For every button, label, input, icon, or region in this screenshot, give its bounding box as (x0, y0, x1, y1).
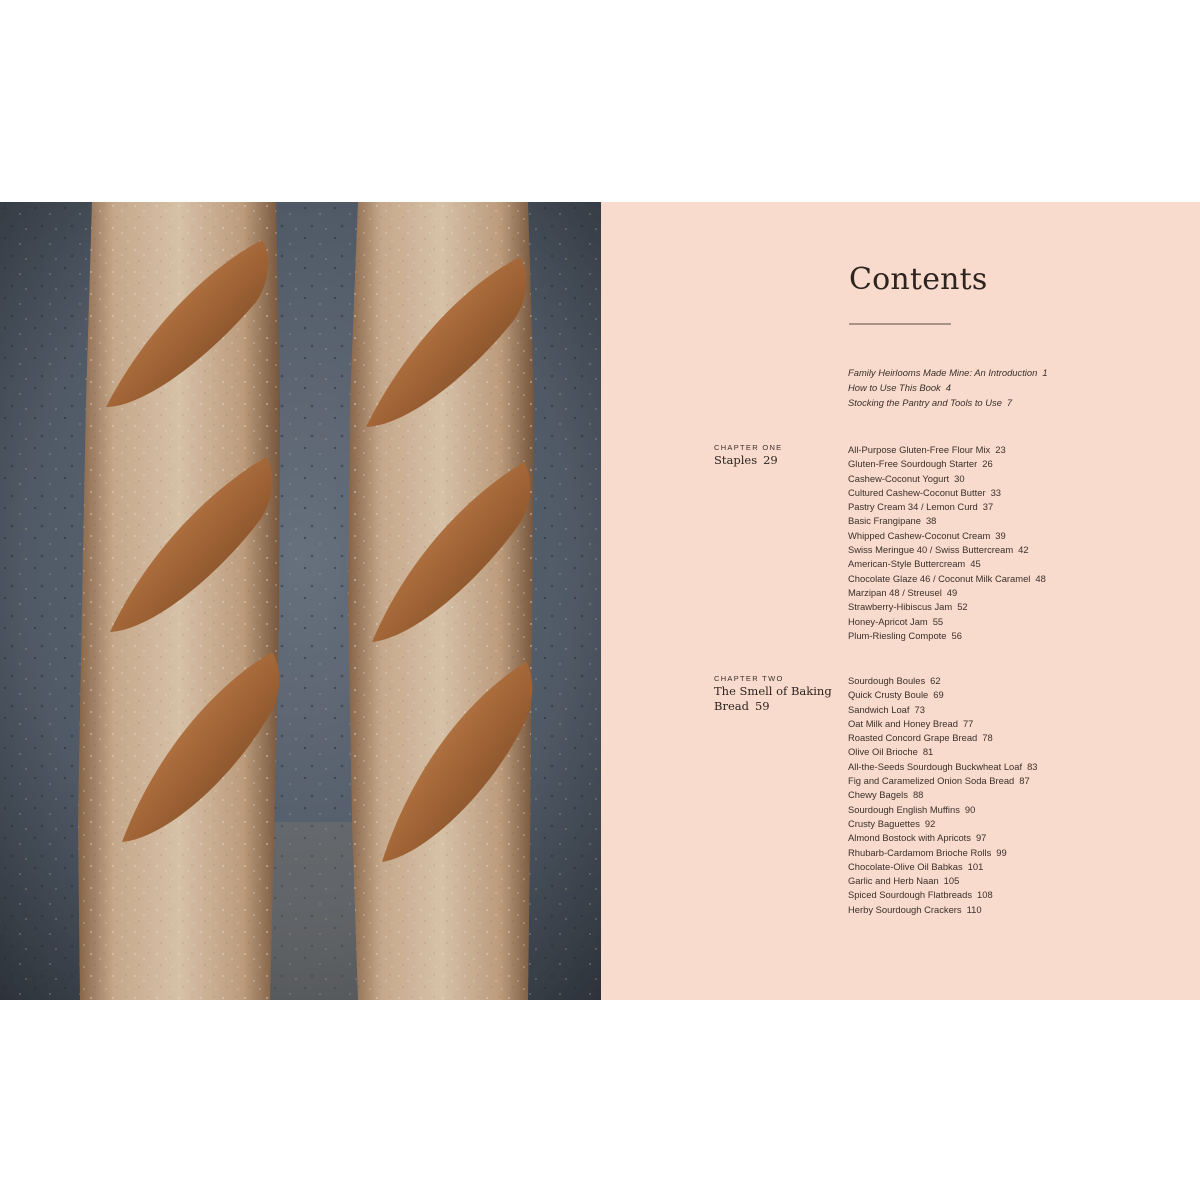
chapter-two-title: The Smell of Baking Bread 59 (714, 684, 832, 713)
title-divider (849, 323, 951, 325)
toc-entry: All-Purpose Gluten-Free Flour Mix 23 (848, 444, 1006, 455)
toc-entry: Swiss Meringue 40 / Swiss Buttercream 42 (848, 544, 1029, 556)
toc-entry: Oat Milk and Honey Bread 77 (848, 717, 974, 729)
chapter-two-entries (848, 674, 1038, 917)
toc-entry: Sourdough English Muffins 90 (848, 803, 976, 815)
toc-entry: Cashew-Coconut Yogurt 30 (848, 472, 965, 484)
toc-entry: Honey-Apricot Jam 55 (848, 615, 944, 627)
toc-entry: Marzipan 48 / Streusel 49 (848, 586, 958, 598)
toc-entry: Roasted Concord Grape Bread 78 (848, 732, 993, 744)
toc-entry: Basic Frangipane 38 (848, 515, 937, 527)
toc-entry: All-the-Seeds Sourdough Buckwheat Loaf 83 (848, 760, 1038, 772)
toc-entry: How to Use This Book 4 (848, 382, 951, 393)
toc-entry: Sandwich Loaf 73 (848, 703, 925, 715)
toc-entry: Plum-Riesling Compote 56 (848, 629, 962, 641)
toc-entry: Cultured Cashew-Coconut Butter 33 (848, 486, 1002, 498)
toc-entry: Fig and Caramelized Onion Soda Bread 87 (848, 775, 1030, 787)
toc-entry: Quick Crusty Boule 69 (848, 689, 944, 701)
toc-entry: Olive Oil Brioche 81 (848, 746, 934, 758)
toc-entry: Chocolate-Olive Oil Babkas 101 (848, 860, 984, 872)
toc-entry: Chocolate Glaze 46 / Coconut Milk Caramel 48 (848, 572, 1046, 584)
toc-entry: Pastry Cream 34 / Lemon Curd 37 (848, 501, 994, 513)
chapter-one-title: Staples 29 (714, 453, 778, 467)
toc-entry: Chewy Bagels 88 (848, 789, 924, 801)
toc-entry: Whipped Cashew-Coconut Cream 39 (848, 529, 1006, 541)
toc-entry: Almond Bostock with Apricots 97 (848, 832, 987, 844)
book-spread (0, 202, 1200, 1000)
toc-entry: American-Style Buttercream 45 (848, 558, 981, 570)
toc-entry: Family Heirlooms Made Mine: An Introduction 1 (848, 367, 1048, 378)
chapter-one-entries (848, 443, 1046, 643)
page-title: Contents (849, 262, 988, 297)
toc-entry: Spiced Sourdough Flatbreads 108 (848, 889, 993, 901)
baguettes-photo (0, 202, 601, 1000)
toc-entry: Gluten-Free Sourdough Starter 26 (848, 458, 993, 470)
photo-page (0, 202, 601, 1000)
contents-page (601, 202, 1200, 1000)
toc-entry: Stocking the Pantry and Tools to Use 7 (848, 397, 1013, 408)
toc-entry: Rhubarb-Cardamom Brioche Rolls 99 (848, 846, 1007, 858)
toc-entry: Garlic and Herb Naan 105 (848, 875, 960, 887)
intro-entries (848, 365, 1048, 410)
toc-entry: Crusty Baguettes 92 (848, 817, 936, 829)
toc-entry: Strawberry-Hibiscus Jam 52 (848, 601, 968, 613)
toc-entry: Sourdough Boules 62 (848, 675, 941, 686)
chapter-one-label: CHAPTER ONE (714, 443, 783, 452)
chapter-two-label: CHAPTER TWO (714, 674, 784, 683)
toc-entry: Herby Sourdough Crackers 110 (848, 903, 982, 915)
